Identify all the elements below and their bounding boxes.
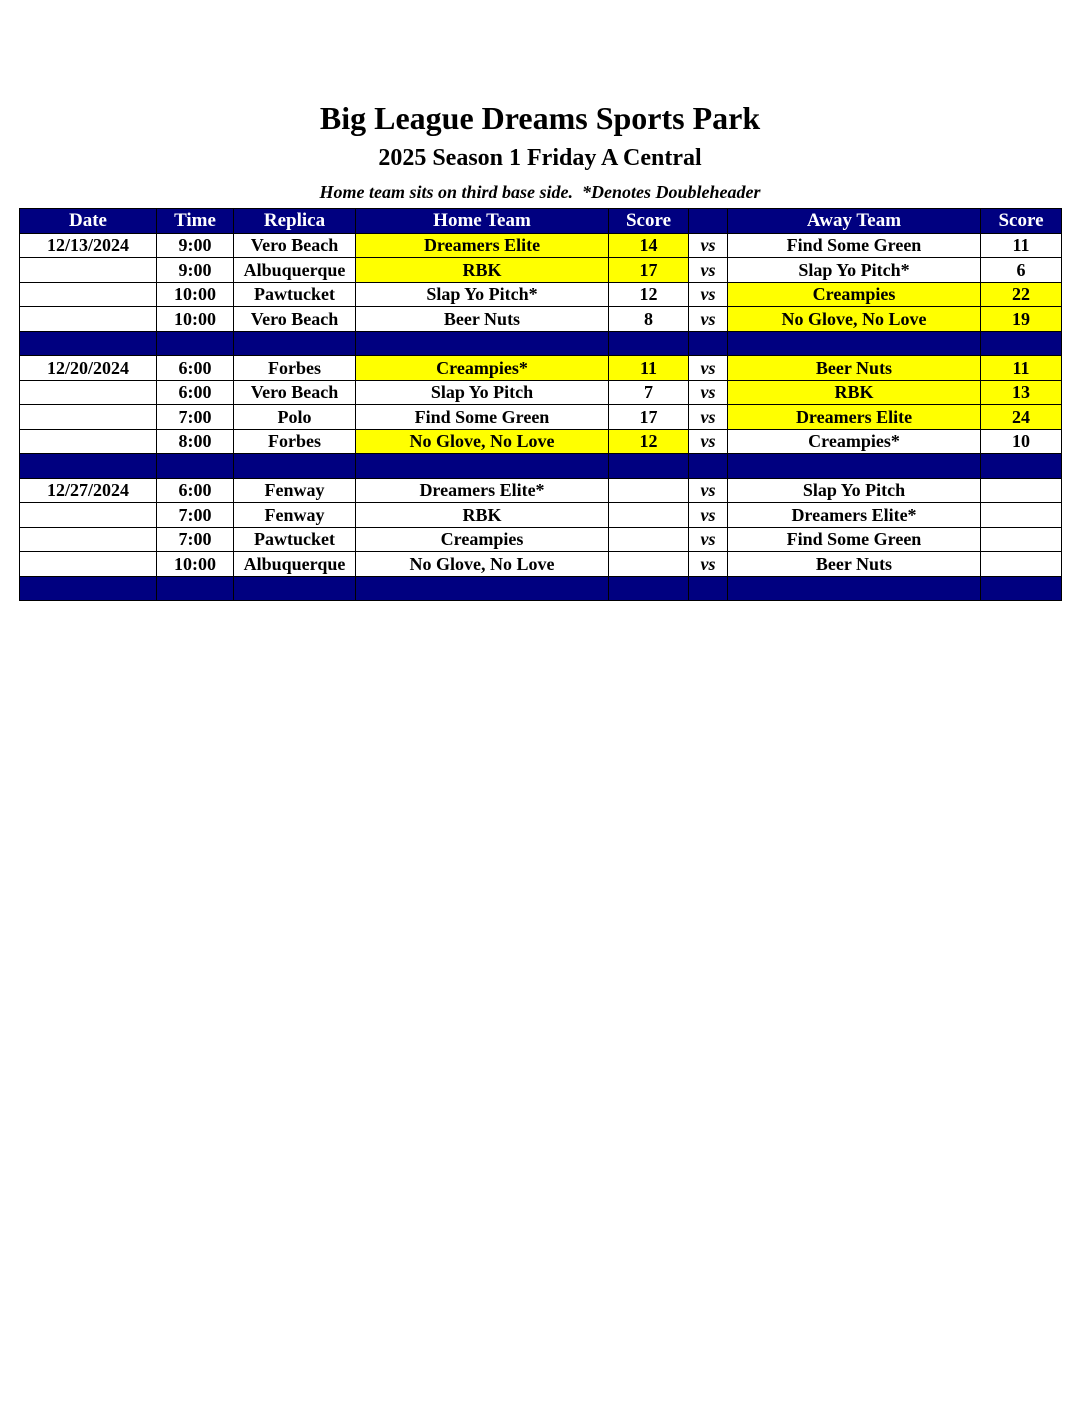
- home-team: Creampies: [356, 527, 609, 552]
- home-score: 14: [609, 233, 689, 258]
- away-score: 6: [981, 258, 1062, 283]
- separator-cell: [20, 454, 157, 479]
- away-team: Beer Nuts: [728, 356, 981, 381]
- home-score: [609, 503, 689, 528]
- home-team: Creampies*: [356, 356, 609, 381]
- game-date: [20, 527, 157, 552]
- vs-label: vs: [689, 258, 728, 283]
- away-team: Creampies*: [728, 429, 981, 454]
- game-date: [20, 282, 157, 307]
- home-score: 7: [609, 380, 689, 405]
- separator-cell: [20, 576, 157, 601]
- away-team: Creampies: [728, 282, 981, 307]
- game-date: 12/20/2024: [20, 356, 157, 381]
- home-team: RBK: [356, 258, 609, 283]
- week-separator-row: [20, 576, 1062, 601]
- away-score: [981, 552, 1062, 577]
- separator-cell: [356, 454, 609, 479]
- column-header-away-score: Score: [981, 209, 1062, 234]
- home-score: 12: [609, 429, 689, 454]
- home-team: Find Some Green: [356, 405, 609, 430]
- away-team: Find Some Green: [728, 233, 981, 258]
- column-header-home-score: Score: [609, 209, 689, 234]
- separator-cell: [234, 331, 356, 356]
- home-team: No Glove, No Love: [356, 429, 609, 454]
- column-header-away-team: Away Team: [728, 209, 981, 234]
- game-time: 6:00: [157, 478, 234, 503]
- away-score: [981, 503, 1062, 528]
- column-header-replica: Replica: [234, 209, 356, 234]
- home-score: 17: [609, 405, 689, 430]
- separator-cell: [356, 576, 609, 601]
- game-date: [20, 552, 157, 577]
- game-row: [20, 380, 1062, 405]
- game-replica: Pawtucket: [234, 282, 356, 307]
- separator-cell: [356, 331, 609, 356]
- away-score: 19: [981, 307, 1062, 332]
- game-date: [20, 405, 157, 430]
- home-score: [609, 478, 689, 503]
- vs-label: vs: [689, 503, 728, 528]
- page-subtitle: 2025 Season 1 Friday A Central: [378, 145, 702, 171]
- game-row: [20, 233, 1062, 258]
- away-team: Beer Nuts: [728, 552, 981, 577]
- week-separator-row: [20, 331, 1062, 356]
- game-replica: Albuquerque: [234, 258, 356, 283]
- separator-cell: [157, 454, 234, 479]
- game-replica: Vero Beach: [234, 380, 356, 405]
- game-time: 8:00: [157, 429, 234, 454]
- separator-cell: [234, 454, 356, 479]
- game-time: 6:00: [157, 356, 234, 381]
- separator-cell: [981, 576, 1062, 601]
- home-score: 12: [609, 282, 689, 307]
- game-replica: Fenway: [234, 478, 356, 503]
- column-header-vs: [689, 209, 728, 234]
- schedule-table: [19, 208, 1062, 601]
- vs-label: vs: [689, 405, 728, 430]
- column-header-date: Date: [20, 209, 157, 234]
- separator-cell: [981, 331, 1062, 356]
- home-team: Dreamers Elite*: [356, 478, 609, 503]
- game-date: [20, 380, 157, 405]
- vs-label: vs: [689, 356, 728, 381]
- home-score: 8: [609, 307, 689, 332]
- vs-label: vs: [689, 478, 728, 503]
- game-time: 10:00: [157, 282, 234, 307]
- separator-cell: [157, 331, 234, 356]
- game-date: [20, 258, 157, 283]
- separator-cell: [609, 576, 689, 601]
- game-replica: Pawtucket: [234, 527, 356, 552]
- separator-cell: [728, 454, 981, 479]
- home-team: Dreamers Elite: [356, 233, 609, 258]
- home-team: No Glove, No Love: [356, 552, 609, 577]
- separator-cell: [609, 331, 689, 356]
- separator-cell: [689, 576, 728, 601]
- schedule-body: [20, 233, 1062, 601]
- vs-label: vs: [689, 307, 728, 332]
- separator-cell: [689, 454, 728, 479]
- game-date: [20, 429, 157, 454]
- separator-cell: [20, 331, 157, 356]
- vs-label: vs: [689, 233, 728, 258]
- away-score: 10: [981, 429, 1062, 454]
- vs-label: vs: [689, 527, 728, 552]
- game-row: [20, 478, 1062, 503]
- away-score: 11: [981, 356, 1062, 381]
- game-row: [20, 429, 1062, 454]
- game-row: [20, 258, 1062, 283]
- home-team: Beer Nuts: [356, 307, 609, 332]
- week-separator-row: [20, 454, 1062, 479]
- game-date: 12/13/2024: [20, 233, 157, 258]
- game-time: 7:00: [157, 405, 234, 430]
- home-score: 11: [609, 356, 689, 381]
- game-row: [20, 282, 1062, 307]
- game-time: 10:00: [157, 552, 234, 577]
- game-replica: Polo: [234, 405, 356, 430]
- home-team: Slap Yo Pitch: [356, 380, 609, 405]
- game-time: 6:00: [157, 380, 234, 405]
- away-score: [981, 527, 1062, 552]
- game-time: 10:00: [157, 307, 234, 332]
- away-team: Slap Yo Pitch*: [728, 258, 981, 283]
- away-score: 24: [981, 405, 1062, 430]
- vs-label: vs: [689, 380, 728, 405]
- game-row: [20, 405, 1062, 430]
- away-team: Find Some Green: [728, 527, 981, 552]
- separator-cell: [609, 454, 689, 479]
- home-score: 17: [609, 258, 689, 283]
- column-header-home-team: Home Team: [356, 209, 609, 234]
- game-replica: Fenway: [234, 503, 356, 528]
- game-row: [20, 527, 1062, 552]
- game-date: [20, 503, 157, 528]
- separator-cell: [689, 331, 728, 356]
- game-date: 12/27/2024: [20, 478, 157, 503]
- column-header-time: Time: [157, 209, 234, 234]
- game-row: [20, 356, 1062, 381]
- separator-cell: [981, 454, 1062, 479]
- game-row: [20, 503, 1062, 528]
- game-replica: Vero Beach: [234, 307, 356, 332]
- separator-cell: [234, 576, 356, 601]
- game-date: [20, 307, 157, 332]
- away-score: [981, 478, 1062, 503]
- home-score: [609, 552, 689, 577]
- away-score: 11: [981, 233, 1062, 258]
- separator-cell: [157, 576, 234, 601]
- vs-label: vs: [689, 282, 728, 307]
- page-title: Big League Dreams Sports Park: [319, 100, 761, 136]
- away-team: Dreamers Elite: [728, 405, 981, 430]
- game-row: [20, 307, 1062, 332]
- header-row: [20, 209, 1062, 234]
- game-replica: Albuquerque: [234, 552, 356, 577]
- schedule-note: Home team sits on third base side. *Denotes Doubleheader: [319, 182, 761, 202]
- game-replica: Forbes: [234, 356, 356, 381]
- away-team: Slap Yo Pitch: [728, 478, 981, 503]
- game-time: 7:00: [157, 527, 234, 552]
- home-team: Slap Yo Pitch*: [356, 282, 609, 307]
- vs-label: vs: [689, 552, 728, 577]
- game-time: 9:00: [157, 258, 234, 283]
- home-score: [609, 527, 689, 552]
- game-replica: Forbes: [234, 429, 356, 454]
- game-row: [20, 552, 1062, 577]
- away-team: No Glove, No Love: [728, 307, 981, 332]
- game-replica: Vero Beach: [234, 233, 356, 258]
- away-team: RBK: [728, 380, 981, 405]
- separator-cell: [728, 576, 981, 601]
- home-team: RBK: [356, 503, 609, 528]
- away-score: 22: [981, 282, 1062, 307]
- vs-label: vs: [689, 429, 728, 454]
- away-team: Dreamers Elite*: [728, 503, 981, 528]
- away-score: 13: [981, 380, 1062, 405]
- game-time: 9:00: [157, 233, 234, 258]
- game-time: 7:00: [157, 503, 234, 528]
- separator-cell: [728, 331, 981, 356]
